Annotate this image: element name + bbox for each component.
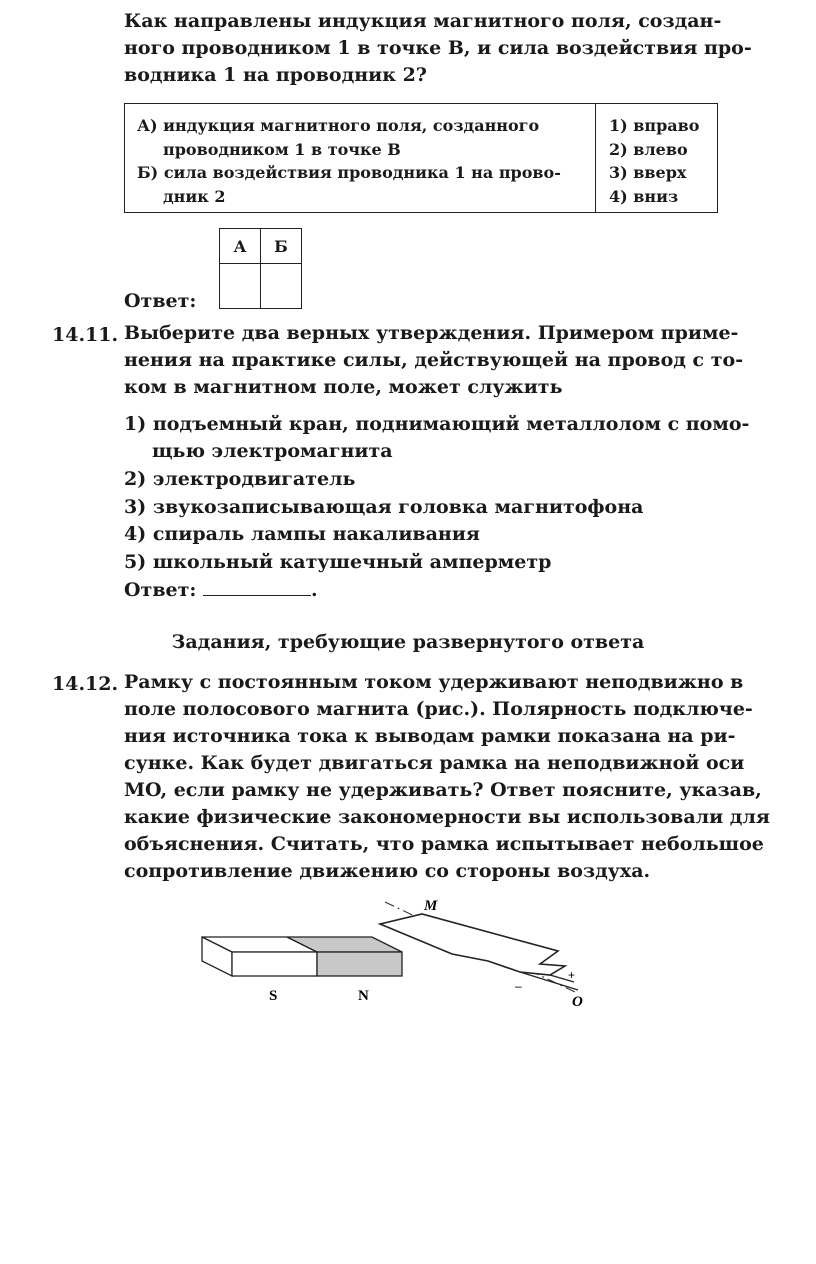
answer-grid: [219, 228, 302, 309]
match-right-row: 3) вверх: [609, 163, 687, 182]
answer-blank[interactable]: [203, 577, 311, 596]
task-number: 14.12.: [52, 673, 119, 695]
section-heading: Задания, требующие развернутого ответа: [171, 631, 645, 653]
intro-line: Как направлены индукция магнитного поля, создан-: [124, 10, 722, 32]
match-left-row: проводником 1 в точке B: [163, 139, 401, 159]
task-line: Рамку с постоянным током удерживают неподвижно в: [124, 671, 744, 693]
label-o: O: [572, 994, 583, 1010]
option-item: 3) звукозаписывающая головка магнитофона: [124, 496, 644, 518]
magnet-n-front: [317, 952, 402, 976]
question-intro: [124, 8, 752, 89]
magnet-frame-figure: [190, 890, 610, 1030]
task-14-12-text: [124, 669, 770, 885]
intro-line: водника 1 на проводник 2?: [124, 64, 427, 86]
answer-label: Ответ:: [124, 579, 197, 601]
option-item: 5) школьный катушечный амперметр: [124, 551, 552, 573]
label-m: M: [424, 898, 438, 914]
table-divider: [595, 104, 596, 212]
answer-grid-header-b: Б: [261, 229, 302, 264]
label-plus: +: [568, 968, 576, 982]
option-item: [124, 411, 750, 438]
option-item: 4) спираль лампы накаливания: [124, 523, 480, 545]
answer-line: [124, 577, 318, 604]
option-item: 2) электродвигатель: [124, 468, 356, 490]
bar-magnet: [202, 937, 402, 976]
matching-table: [124, 103, 718, 213]
task-line: ком в магнитном поле, может служить: [124, 376, 563, 398]
task-line: какие физические закономерности вы использовали для: [124, 806, 770, 828]
match-left-row: дник 2: [163, 186, 226, 206]
task-line: MO, если рамку не удерживать? Ответ поясните, указав,: [124, 779, 762, 801]
label-minus: –: [515, 979, 522, 993]
task-14-11-text: [124, 320, 744, 401]
task-line: сунке. Как будет двигаться рамка на неподвижной оси: [124, 752, 745, 774]
label-s: S: [269, 988, 278, 1004]
task-line: сопротивление движению со стороны воздуха.: [124, 860, 651, 882]
task-line: нения на практике силы, действующей на провод с то-: [124, 349, 744, 371]
match-right-row: 4) вниз: [609, 186, 679, 206]
task-number: 14.11.: [52, 324, 119, 346]
matching-right-column: [609, 114, 699, 208]
answer-cell-b[interactable]: [261, 264, 302, 309]
task-line: поле полосового магнита (рис.). Полярность подключе-: [124, 698, 753, 720]
match-left-row: А) индукция магнитного поля, созданного: [137, 116, 540, 135]
answer-cell-a[interactable]: [220, 264, 261, 309]
answer-label: Ответ:: [124, 290, 197, 312]
label-n: N: [358, 988, 369, 1004]
current-frame: [380, 914, 565, 975]
task-line: объяснения. Считать, что рамка испытывает небольшое: [124, 833, 764, 855]
answer-grid-header-a: А: [220, 229, 261, 264]
magnet-s-front: [232, 952, 317, 976]
option-continuation: щью электромагнита: [152, 440, 393, 462]
intro-line: ного проводником 1 в точке B, и сила воздействия про-: [124, 37, 752, 59]
task-line: Выберите два верных утверждения. Примером приме-: [124, 322, 739, 344]
match-left-row: Б) сила воздействия проводника 1 на прово-: [137, 163, 561, 182]
task-line: ния источника тока к выводам рамки показана на ри-: [124, 725, 736, 747]
matching-left-column: [137, 114, 587, 208]
match-right-row: 1) вправо: [609, 116, 700, 135]
match-right-row: 2) влево: [609, 139, 688, 159]
answer-end: .: [311, 579, 318, 601]
option-text: 1) подъемный кран, поднимающий металлолом с помо-: [124, 413, 750, 435]
